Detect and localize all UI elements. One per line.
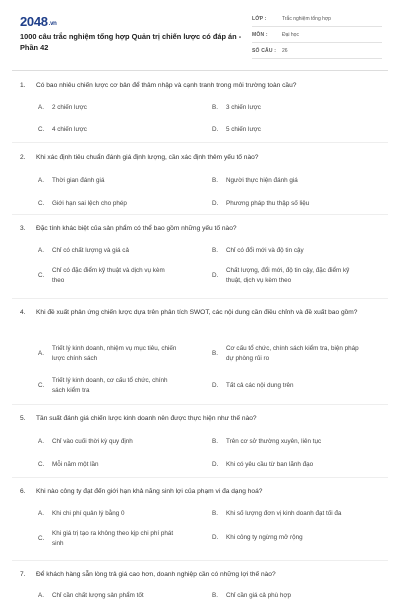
question-text: Để khách hàng sẵn lòng trả giá cao hơn, doanh nghiệp cần có những lợi thế nào?: [36, 571, 276, 578]
option-text: Khi có yêu cầu từ ban lãnh đạo: [226, 461, 314, 468]
option-letter: A.: [38, 104, 44, 111]
option-letter: B.: [212, 104, 218, 111]
question-text: Có bao nhiêu chiến lược cơ bản để thâm nhập và cạnh tranh trong môi trường toàn cầu?: [36, 82, 297, 89]
document-header: [0, 0, 400, 62]
question-number: 7.: [20, 571, 26, 578]
meta-key: MÔN :: [252, 32, 268, 38]
option-text: 5 chiến lược: [226, 126, 261, 133]
question-separator: [12, 142, 388, 143]
option-text: Triết lý kinh doanh, nhiệm vụ mục tiêu, chiến lược chính sách: [52, 345, 177, 362]
option-letter: C.: [38, 200, 45, 207]
option-letter: C.: [38, 126, 45, 133]
question-number: 3.: [20, 225, 26, 232]
option-text: Chỉ vào cuối thời kỳ quy định: [52, 438, 133, 445]
meta-value: Đại học: [282, 32, 299, 38]
option-text: Trên cơ sở thường xuyên, liên tục: [226, 438, 322, 445]
question-number: 4.: [20, 309, 26, 316]
option-text: Giới hạn sai lệch cho phép: [52, 200, 127, 207]
logo-text: 2048: [20, 14, 48, 29]
meta-row-count: [252, 45, 382, 59]
option-letter: D.: [212, 534, 219, 541]
option-text: Khi chi phí quản lý bằng 0: [52, 510, 125, 517]
option-text: Khi giá trị tạo ra không theo kịp chi phí phát sinh: [52, 530, 174, 547]
option-letter: B.: [212, 592, 218, 599]
option-letter: A.: [38, 247, 44, 254]
logo-tld: .vn: [48, 21, 57, 27]
option-text: 2 chiến lược: [52, 104, 87, 111]
option-letter: D.: [212, 382, 219, 389]
option-letter: C.: [38, 272, 45, 279]
option-letter: B.: [212, 510, 218, 517]
question-separator: [12, 214, 388, 215]
option-text: Khi số lượng đơn vị kinh doanh đạt tối đa: [226, 510, 342, 517]
meta-key: LỚP :: [252, 16, 267, 22]
option-text: 4 chiến lược: [52, 126, 87, 133]
question-separator: [12, 298, 388, 299]
option-letter: D.: [212, 272, 219, 279]
option-letter: B.: [212, 350, 218, 357]
option-text: 3 chiến lược: [226, 104, 261, 111]
meta-row-subject: [252, 29, 382, 43]
option-letter: A.: [38, 350, 44, 357]
option-letter: C.: [38, 382, 45, 389]
meta-key: SỐ CÂU :: [252, 48, 277, 54]
meta-row-class: [252, 13, 382, 27]
option-letter: B.: [212, 247, 218, 254]
question-text: Khi xác định tiêu chuẩn đánh giá định lượng, cần xác định thêm yếu tố nào?: [36, 154, 259, 161]
option-text: Khi công ty ngừng mở rộng: [226, 534, 303, 541]
option-letter: A.: [38, 592, 44, 599]
option-letter: D.: [212, 461, 219, 468]
site-logo[interactable]: [20, 14, 57, 29]
option-text: Mỗi năm một lần: [52, 461, 99, 468]
option-letter: D.: [212, 126, 219, 133]
option-text: Chỉ cần chất lượng sản phẩm tốt: [52, 592, 144, 599]
question-text: Đặc tính khác biệt của sản phẩm có thể bao gồm những yếu tố nào?: [36, 225, 237, 232]
option-letter: A.: [38, 438, 44, 445]
option-letter: B.: [212, 438, 218, 445]
option-text: Triết lý kinh doanh, cơ cấu tổ chức, chính sách kiểm tra: [52, 377, 168, 394]
option-letter: C.: [38, 461, 45, 468]
option-text: Chỉ cần giá cả phù hợp: [226, 592, 292, 599]
question-number: 1.: [20, 82, 26, 89]
question-number: 6.: [20, 488, 26, 495]
question-text: Khi nào công ty đạt đến giới hạn khả năng sinh lợi của phạm vi đa dạng hoá?: [36, 488, 263, 495]
option-text: Chất lượng, đổi mới, độ tin cậy, đặc điểm kỹ thuật, dịch vụ kèm theo: [226, 267, 350, 284]
option-text: Chỉ có đổi mới và độ tin cậy: [226, 247, 304, 254]
option-text: Phương pháp thu thập số liệu: [226, 200, 310, 207]
meta-value: 26: [282, 48, 288, 54]
option-letter: B.: [212, 177, 218, 184]
question-text: Tần suất đánh giá chiến lược kinh doanh nên được thực hiện như thế nào?: [36, 415, 257, 422]
question-text: Khi đề xuất phản ứng chiến lược dựa trên phân tích SWOT, các nội dung cần điều chỉnh và đề xuất bao gồm?: [36, 309, 358, 316]
option-text: Cơ cấu tổ chức, chính sách kiểm tra, biện pháp dự phòng rủi ro: [226, 345, 359, 362]
option-letter: D.: [212, 200, 219, 207]
option-text: Người thực hiện đánh giá: [226, 177, 298, 184]
option-text: Thời gian đánh giá: [52, 177, 105, 184]
option-text: Tất cả các nội dung trên: [226, 382, 294, 389]
question-separator: [12, 560, 388, 561]
question-separator: [12, 477, 388, 478]
meta-value: Trắc nghiệm tổng hợp: [282, 16, 331, 22]
document-title: 1000 câu trắc nghiệm tổng hợp Quản trị chiến lược có đáp án - Phần 42: [20, 32, 242, 52]
header-divider: [12, 70, 388, 71]
option-letter: C.: [38, 535, 45, 542]
option-letter: A.: [38, 510, 44, 517]
option-letter: A.: [38, 177, 44, 184]
document-meta: [252, 13, 382, 61]
question-separator: [12, 404, 388, 405]
option-text: Chỉ có chất lượng và giá cả: [52, 247, 129, 254]
question-number: 2.: [20, 154, 26, 161]
option-text: Chỉ có đặc điểm kỹ thuật và dịch vụ kèm theo: [52, 267, 165, 284]
question-number: 5.: [20, 415, 26, 422]
